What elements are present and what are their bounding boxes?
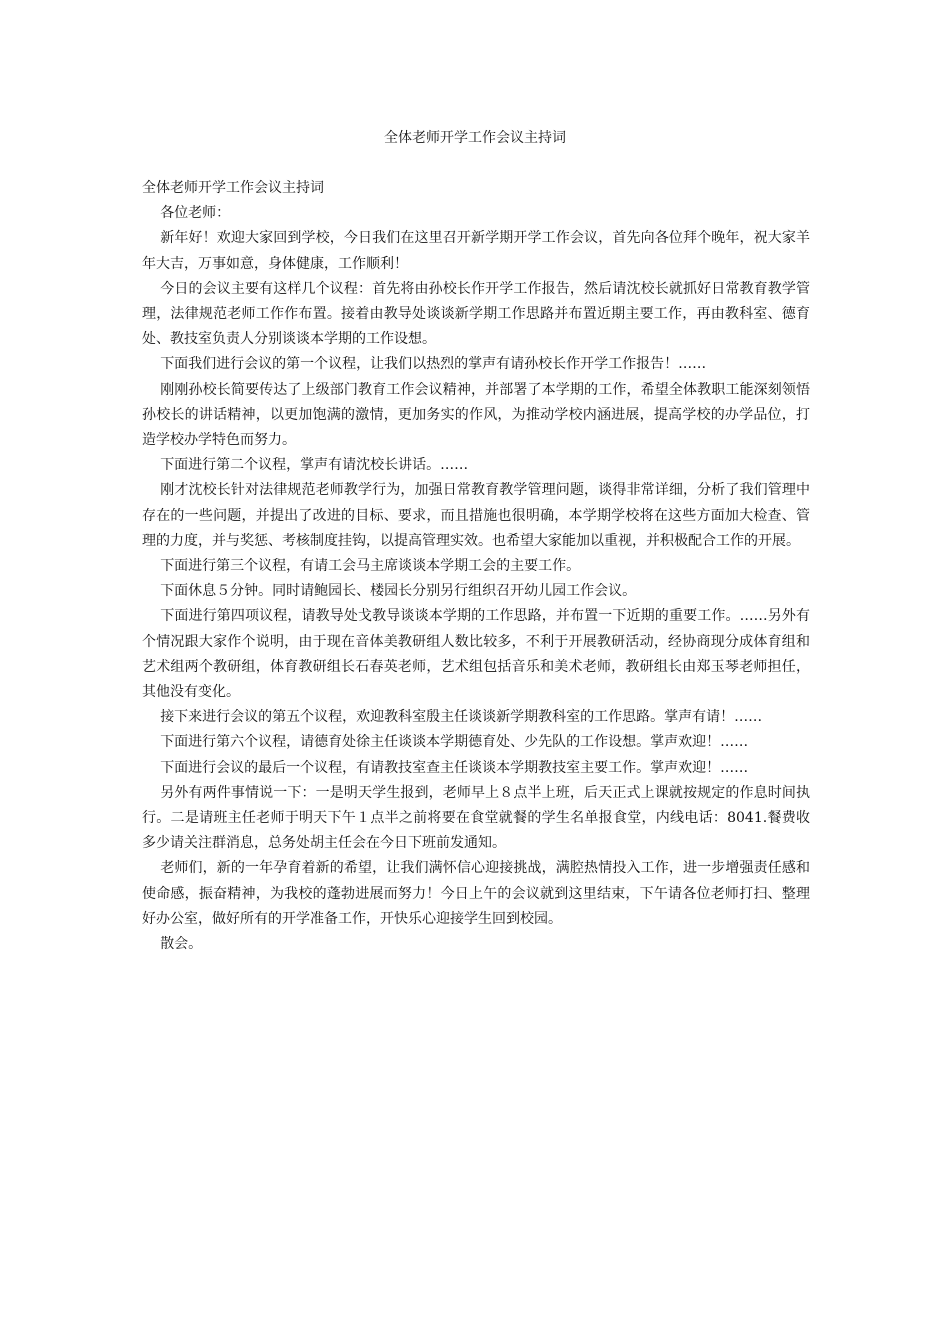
paragraph-second-summary: 刚才沈校长针对法律规范老师教学行为，加强日常教育教学管理问题，谈得非常详细，分析了我们管理中存在的一些问题，并提出了改进的目标、要求，而且措施也很明确，本学期学校将在这些方面加大检查、管理的力度，并与奖惩、考核制度挂钩，以提高管理实效。也希望大家能加以重视，并积极配合工作的开展。 [142,482,810,549]
document-body [142,176,810,957]
paragraph-second-item: 下面进行第二个议程，掌声有请沈校长讲话。…… [160,457,469,474]
paragraph-break: 下面休息５分钟。同时请鲍园长、楼园长分别另行组织召开幼儿园工作会议。 [160,583,637,600]
paragraph-first-summary: 刚刚孙校长简要传达了上级部门教育工作会议精神，并部署了本学期的工作，希望全体教职工能深刻领悟孙校长的讲话精神，以更加饱满的激情，更加务实的作风，为推动学校内涵进展，提高学校的办学品位，打造学校办学特色而努力。 [142,381,810,449]
paragraph-adjourn: 散会。 [160,936,203,953]
paragraph-sixth-item: 下面进行第六个议程，请德育处徐主任谈谈本学期德育处、少先队的工作设想。掌声欢迎！…… [160,734,749,751]
paragraph-first-item: 下面我们进行会议的第一个议程，让我们以热烈的掌声有请孙校长作开学工作报告！…… [160,356,707,373]
paragraph-fifth-item: 接下来进行会议的第五个议程，欢迎教科室殷主任谈谈新学期教科室的工作思路。掌声有请！…… [160,709,763,726]
paragraph-closing: 老师们，新的一年孕育着新的希望，让我们满怀信心迎接挑战，满腔热情投入工作，进一步增强责任感和使命感，振奋精神，为我校的蓬勃进展而努力！今日上午的会议就到这里结束，下午请各位老师打扫、整理好办公室，做好所有的开学准备工作，开快乐心迎接学生回到校园。 [142,860,810,927]
paragraph-notices: 另外有两件事情说一下：一是明天学生报到，老师早上８点半上班，后天正式上课就按规定的作息时间执行。二是请班主任老师于明天下午１点半之前将要在食堂就餐的学生名单报食堂，内线电话：8041.餐费收多少请关注群消息，总务处胡主任会在今日下班前发通知。 [142,784,810,852]
paragraph-greeting: 各位老师： [160,205,231,222]
paragraph-agenda: 今日的会议主要有这样几个议程：首先将由孙校长作开学工作报告，然后请沈校长就抓好日常教育教学管理，法律规范老师工作作布置。接着由教导处谈谈新学期工作思路并布置近期主要工作，再由教科室、德育处、教技室负责人分别谈谈本学期的工作设想。 [142,280,810,348]
document-subtitle: 全体老师开学工作会议主持词 [142,180,324,196]
paragraph-fourth-item: 下面进行第四项议程，请教导处戈教导谈谈本学期的工作思路，并布置一下近期的重要工作。……另外有个情况跟大家作个说明，由于现在音体美教研组人数比较多，不利于开展教研活动，经协商现分成体育组和艺术组两个教研组，体育教研组长石春英老师，艺术组包括音乐和美术老师，教研组长由郑玉琴老师担任，其他没有变化。 [142,608,810,701]
document-title: 全体老师开学工作会议主持词 [384,130,566,146]
paragraph-third-item: 下面进行第三个议程，有请工会马主席谈谈本学期工会的主要工作。 [160,558,581,575]
paragraph-last-item: 下面进行会议的最后一个议程，有请教技室查主任谈谈本学期教技室主要工作。掌声欢迎！…… [160,759,749,776]
paragraph-welcome: 新年好！欢迎大家回到学校，今日我们在这里召开新学期开学工作会议，首先向各位拜个晚年，祝大家羊年大吉，万事如意，身体健康，工作顺利！ [142,230,810,272]
